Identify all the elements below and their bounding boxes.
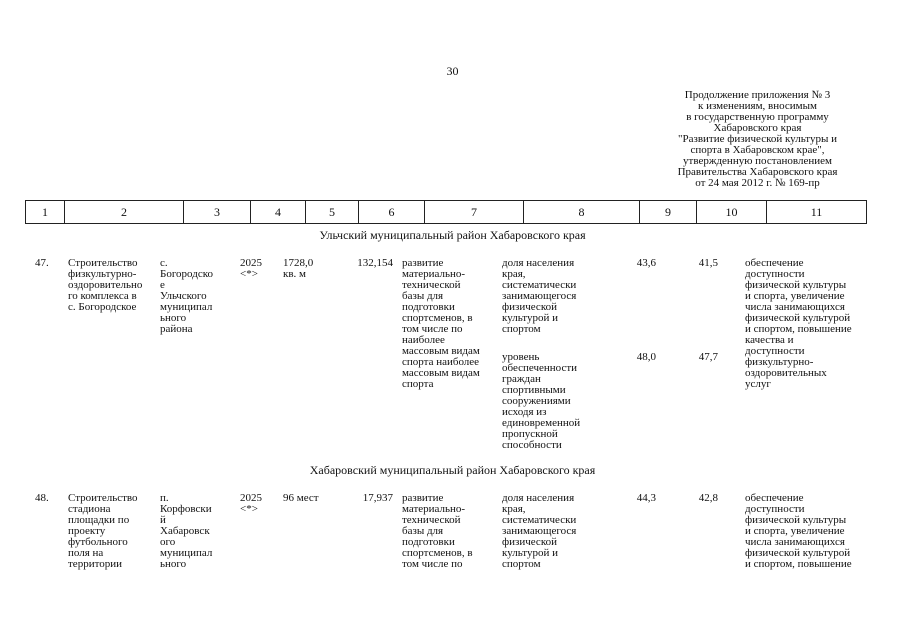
row-number: 48. — [35, 492, 49, 504]
row-number: 47. — [35, 257, 49, 269]
appendix-line: Хабаровского края — [713, 122, 802, 134]
section-title: Хабаровский муниципальный район Хабаровского края — [309, 463, 596, 477]
project-location: с. Богородско е Ульчского муниципал ьного района — [160, 257, 214, 335]
indicator-value-col9: 48,0 — [636, 351, 656, 363]
column-header: 11 — [810, 205, 823, 219]
cost: 17,937 — [362, 492, 393, 504]
appendix-line: Продолжение приложения № 3 — [684, 89, 831, 101]
column-header-row — [25, 200, 867, 224]
appendix-line: в государственную программу — [686, 111, 829, 123]
indicator-value-col10: 47,7 — [698, 351, 718, 363]
appendix-line: "Развитие физической культуры и — [678, 133, 837, 145]
capacity: 1728,0 кв. м — [283, 257, 314, 280]
completion-year: 2025 <*> — [240, 492, 262, 515]
column-header: 5 — [306, 201, 359, 223]
indicator-value-col9: 44,3 — [636, 492, 656, 504]
appendix-note — [650, 90, 865, 189]
column-header: 4 — [251, 201, 306, 223]
indicator-value-col9: 43,6 — [636, 257, 656, 269]
purpose: развитие материально- технической базы для подготовки спортсменов, в том числе по наиболее массовым видам спорта наиболее массовым видам спорта — [402, 257, 480, 390]
column-header: 1 — [26, 201, 65, 223]
indicator: уровень обеспеченности граждан спортивными сооружениями исходя из единовременной пропускной способности — [502, 351, 581, 451]
appendix-line: утвержденную постановлением — [683, 155, 832, 167]
indicator-value-col10: 41,5 — [698, 257, 718, 269]
column-header: 6 — [359, 201, 425, 223]
appendix-line: спорта в Хабаровском крае", — [690, 144, 825, 156]
purpose: развитие материально- технической базы для подготовки спортсменов, в том числе по — [402, 492, 473, 570]
column-header: 3 — [184, 201, 251, 223]
appendix-line: к изменениям, вносимым — [697, 100, 817, 112]
page-number: 30 — [446, 64, 459, 78]
indicator: доля населения края, систематически занимающегося физической культурой и спортом — [502, 492, 577, 570]
column-header: 10 — [697, 201, 767, 223]
appendix-line: от 24 мая 2012 г. № 169-пр — [695, 177, 820, 189]
capacity: 96 мест — [283, 492, 319, 504]
completion-year: 2025 <*> — [240, 257, 262, 280]
expected-result: обеспечение доступности физической культуры и спорта, увеличение числа занимающихся физической культурой и спортом, повышение качества и доступности физкультурно- оздоровительных услуг — [745, 257, 852, 390]
project-name: Строительство физкультурно- оздоровительно го комплекса в с. Богородское — [68, 257, 143, 313]
expected-result: обеспечение доступности физической культуры и спорта, увеличение числа занимающихся физической культурой и спортом, повышение — [745, 492, 852, 570]
indicator: доля населения края, систематически занимающегося физической культурой и спортом — [502, 257, 577, 335]
section-title: Ульчский муниципальный район Хабаровского края — [319, 228, 586, 242]
appendix-line: Правительства Хабаровского края — [677, 166, 838, 178]
project-location: п. Корфовски й Хабаровск ого муниципал ьного — [160, 492, 213, 570]
indicator-value-col10: 42,8 — [698, 492, 718, 504]
cost: 132,154 — [357, 257, 393, 269]
column-header: 8 — [524, 201, 640, 223]
column-header: 9 — [640, 201, 697, 223]
project-name: Строительство стадиона площадки по проекту футбольного поля на территории — [68, 492, 138, 570]
column-header: 7 — [425, 201, 524, 223]
column-header: 2 — [65, 201, 184, 223]
